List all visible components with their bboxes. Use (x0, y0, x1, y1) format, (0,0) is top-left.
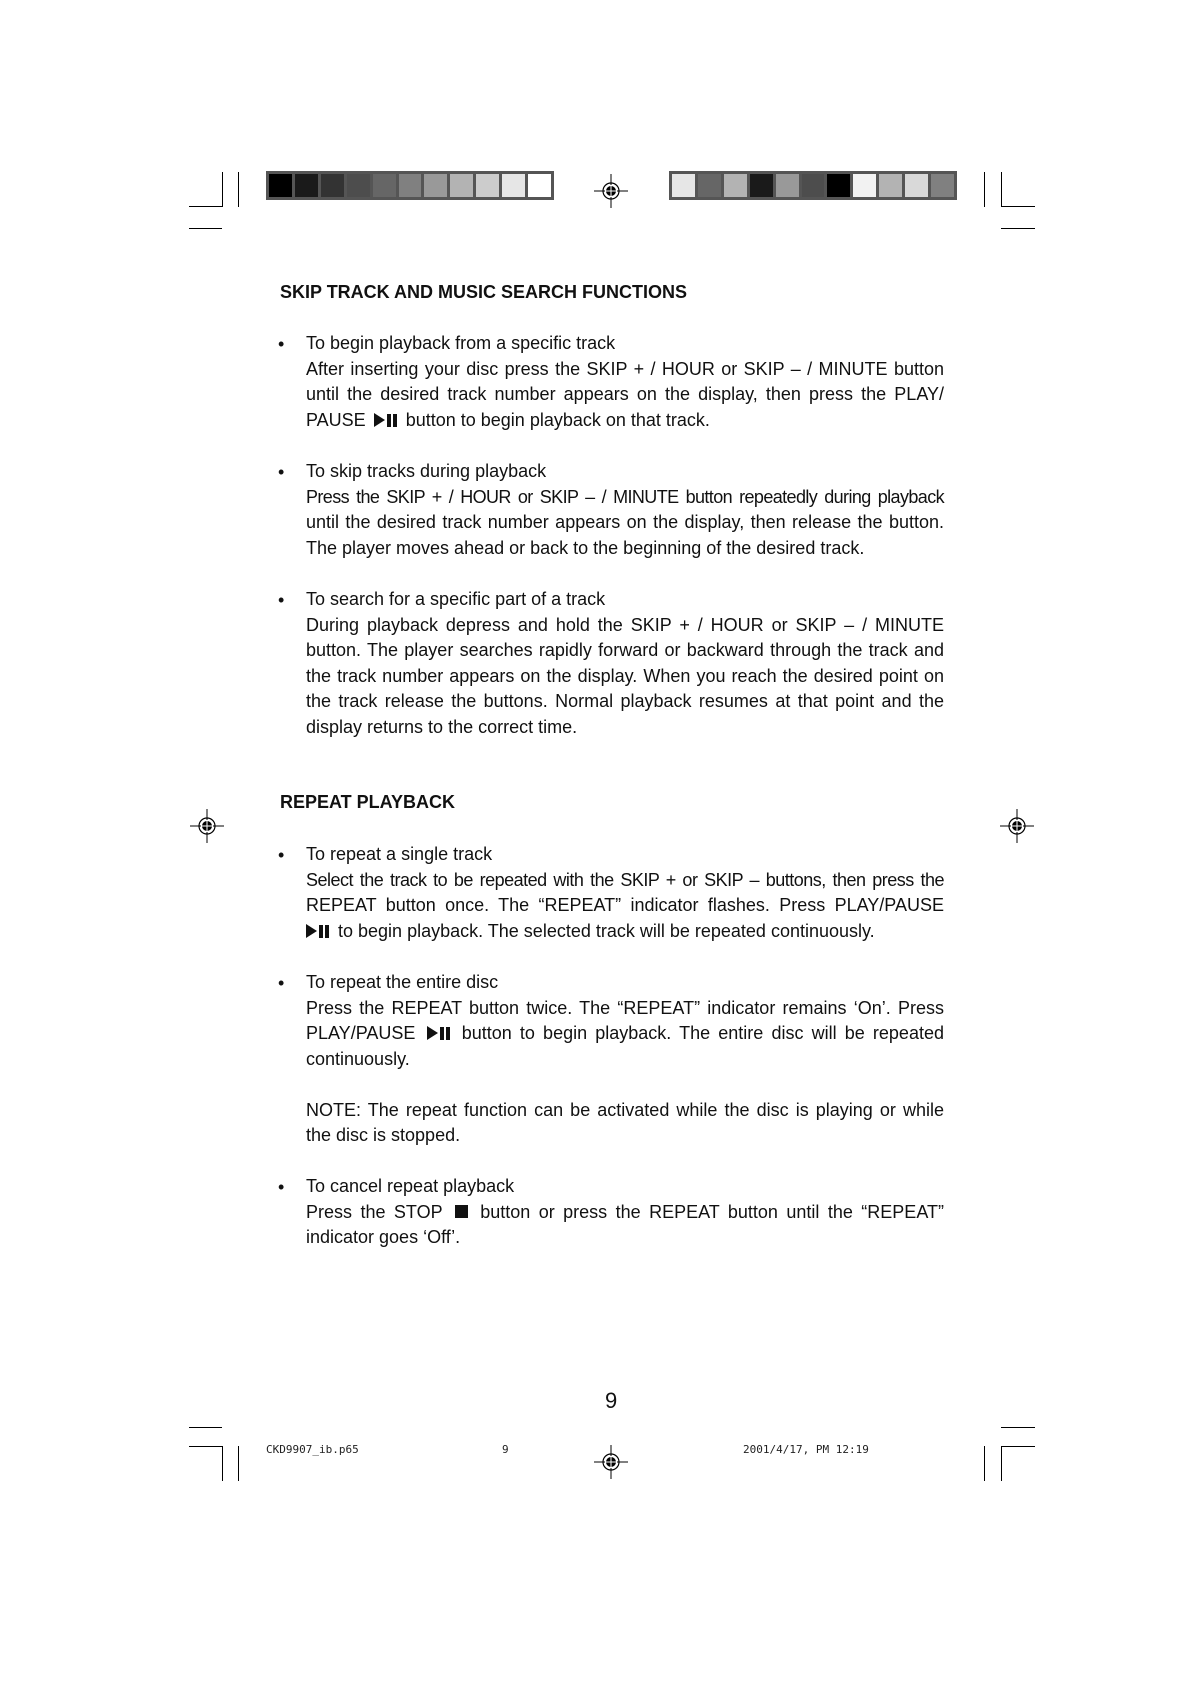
bullet: • (278, 462, 285, 482)
item-text-line: The player moves ahead or back to the beginning of the desired track. (306, 537, 865, 558)
list-item (306, 842, 944, 944)
color-swatch (269, 174, 292, 197)
play-pause-icon (427, 1026, 451, 1040)
item-text-line: continuously. (306, 1048, 410, 1069)
footer-page: 9 (502, 1443, 509, 1456)
note-text-line: NOTE: The repeat function can be activated while the disc is playing or while (306, 1099, 944, 1120)
list-item (306, 459, 944, 561)
color-swatch (698, 174, 721, 197)
item-title: To repeat a single track (306, 844, 493, 864)
play-pause-icon (374, 413, 398, 427)
item-text-line: the track release the buttons. Normal playback resumes at that point and the (306, 691, 944, 711)
color-swatch (424, 174, 447, 197)
bullet: • (278, 334, 285, 354)
footer-filename: CKD9907_ib.p65 (266, 1443, 359, 1456)
play-pause-icon (306, 924, 330, 938)
item-text-line: button. The player searches rapidly forward or backward through the track and (306, 640, 944, 660)
registration-mark-icon (190, 809, 224, 843)
item-title: To search for a specific part of a track (306, 589, 606, 609)
item-text-line: until the desired track number appears on the display, then press the PLAY/ (306, 384, 944, 404)
registration-mark-icon (594, 174, 628, 208)
item-text-line (306, 1021, 944, 1047)
bullet: • (278, 845, 285, 865)
color-swatch (476, 174, 499, 197)
color-swatch (672, 174, 695, 197)
item-title: To cancel repeat playback (306, 1176, 515, 1196)
item-text-line (306, 408, 944, 434)
item-text-line: indicator goes ‘Off’. (306, 1227, 461, 1247)
color-swatch (399, 174, 422, 197)
color-swatch (827, 174, 850, 197)
color-swatch (528, 174, 551, 197)
list-item (306, 970, 944, 1149)
color-swatch (853, 174, 876, 197)
registration-mark-icon (594, 1445, 628, 1479)
list-item (306, 587, 944, 740)
color-swatch (724, 174, 747, 197)
stop-icon (455, 1205, 468, 1218)
section-heading: REPEAT PLAYBACK (280, 792, 456, 812)
item-text-fragment: PLAY/PAUSE (306, 1023, 416, 1043)
item-text-fragment: Press the STOP (306, 1201, 443, 1222)
item-text-line: Press the SKIP + / HOUR or SKIP – / MINUTE button repeatedly during playback (306, 486, 944, 507)
color-swatch (347, 174, 370, 197)
color-swatch (879, 174, 902, 197)
color-swatch (321, 174, 344, 197)
page-number: 9 (605, 1388, 618, 1413)
item-title: To repeat the entire disc (306, 972, 499, 992)
section-heading: SKIP TRACK AND MUSIC SEARCH FUNCTIONS (280, 282, 688, 302)
color-swatch (750, 174, 773, 197)
color-swatch (450, 174, 473, 197)
item-text-line: until the desired track number appears on the display, then release the button. (306, 512, 944, 532)
color-swatch (931, 174, 954, 197)
item-text-fragment: to begin playback. The selected track will be repeated continuously. (338, 920, 875, 941)
bullet: • (278, 1177, 285, 1197)
color-swatch (295, 174, 318, 197)
registration-mark-icon (1000, 809, 1034, 843)
item-text-fragment: button or press the REPEAT button until the “REPEAT” (480, 1201, 944, 1222)
item-text-line: During playback depress and hold the SKIP + / HOUR or SKIP – / MINUTE (306, 614, 944, 635)
item-text-fragment: button to begin playback. The entire disc will be repeated (461, 1023, 944, 1043)
bullet: • (278, 590, 285, 610)
item-text-line (306, 919, 944, 945)
note-text-line: the disc is stopped. (306, 1125, 461, 1145)
list-item (306, 1174, 944, 1251)
item-text-line: After inserting your disc press the SKIP + / HOUR or SKIP – / MINUTE button (306, 358, 944, 379)
item-text-line: REPEAT button once. The “REPEAT” indicator flashes. Press PLAY/PAUSE (306, 895, 944, 915)
color-swatch (502, 174, 525, 197)
color-bar-left (266, 171, 554, 200)
bullet: • (278, 973, 285, 993)
item-text-line (306, 1200, 944, 1226)
footer-timestamp: 2001/4/17, PM 12:19 (743, 1443, 869, 1456)
color-swatch (776, 174, 799, 197)
item-text-fragment: PAUSE (306, 409, 366, 430)
item-text-line: Select the track to be repeated with the SKIP + or SKIP – buttons, then press the (306, 869, 944, 890)
item-text-line: display returns to the correct time. (306, 716, 578, 737)
item-text-line: Press the REPEAT button twice. The “REPEAT” indicator remains ‘On’. Press (306, 997, 944, 1018)
color-swatch (373, 174, 396, 197)
list-item (306, 331, 944, 433)
color-swatch (905, 174, 928, 197)
item-title: To begin playback from a specific track (306, 333, 616, 353)
color-bar-right (669, 171, 957, 200)
item-text-fragment: button to begin playback on that track. (405, 409, 710, 430)
item-text-line: the track number appears on the display. When you reach the desired point on (306, 665, 944, 686)
item-title: To skip tracks during playback (306, 461, 547, 481)
color-swatch (802, 174, 825, 197)
